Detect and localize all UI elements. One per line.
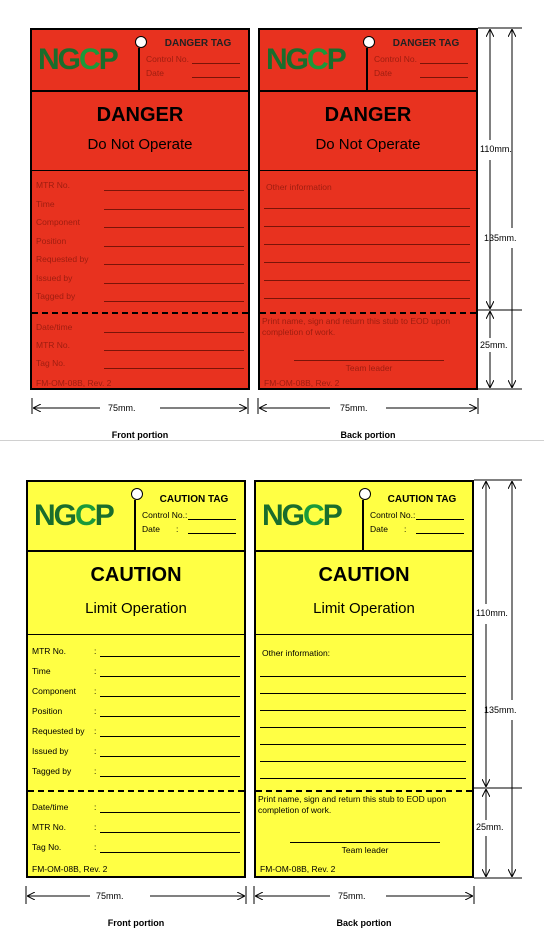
logo-letter: G: [285, 43, 308, 76]
warning-band: [260, 90, 476, 171]
warning-subheading: Limit Operation: [313, 600, 415, 617]
field-write-line[interactable]: [104, 350, 244, 351]
field-label: Component: [36, 217, 80, 227]
control-no-field: [370, 510, 415, 520]
warning-subheading: Limit Operation: [85, 600, 187, 617]
control-no-field: [374, 54, 417, 64]
tag-title: DANGER TAG: [164, 38, 232, 49]
date-colon: :: [404, 524, 407, 534]
control-no-field: [142, 510, 187, 520]
warning-band: [28, 550, 244, 635]
blank-write-line[interactable]: [260, 710, 466, 711]
logo-letter: P: [326, 43, 345, 76]
logo-text: [34, 496, 113, 536]
blank-write-line[interactable]: [264, 244, 470, 245]
field-colon: :: [94, 746, 97, 756]
date-field: [374, 68, 392, 78]
dim-label-75: 75mm.: [108, 403, 136, 413]
logo-letter: N: [38, 43, 58, 76]
date-line: [416, 533, 464, 534]
field-colon: :: [94, 726, 97, 736]
tag-title: CAUTION TAG: [387, 494, 457, 505]
header-divider: [362, 500, 364, 550]
field-label: Time: [36, 198, 55, 209]
field-colon: :: [94, 666, 97, 676]
ngcp-logo: [262, 496, 362, 536]
control-no-line: [188, 519, 236, 520]
field-label: Position: [32, 706, 63, 716]
field-colon: :: [94, 706, 97, 716]
caution-tag-front: [26, 480, 246, 878]
date-label: Date: [370, 524, 388, 534]
dim-label-75: 75mm.: [340, 403, 368, 413]
form-code: FM-OM-08B, Rev. 2: [260, 864, 336, 874]
danger-tag-back: [258, 28, 478, 390]
field-label: MTR No.: [36, 340, 70, 350]
warning-subheading: Do Not Operate: [315, 136, 421, 153]
warning-band: [32, 90, 248, 171]
logo-letter: C: [303, 499, 323, 532]
field-colon: :: [94, 686, 97, 696]
field-label: Position: [36, 235, 67, 246]
tear-line: [256, 790, 472, 792]
field-label: Tag No.: [36, 358, 66, 368]
logo-letter: P: [322, 499, 341, 532]
caption-back-portion: Back portion: [336, 918, 392, 928]
field-colon: :: [94, 802, 97, 812]
blank-write-line[interactable]: [264, 226, 470, 227]
field-write-line[interactable]: [104, 264, 244, 265]
field-label: Component: [32, 686, 76, 696]
signature-line: [294, 360, 444, 361]
dim-label-110: 110mm.: [480, 144, 512, 154]
logo-letter: N: [34, 499, 54, 532]
field-label: Date/time: [36, 322, 73, 332]
tear-line: [260, 312, 476, 314]
blank-write-line[interactable]: [260, 761, 466, 762]
signature-line: [290, 842, 440, 843]
logo-text: [266, 40, 345, 80]
field-write-line[interactable]: [100, 656, 240, 657]
field-label: Time: [32, 666, 51, 676]
field-label: Tagged by: [32, 766, 72, 776]
date-label: Date: [146, 68, 164, 78]
dim-label-135: 135mm.: [484, 233, 517, 243]
logo-letter: C: [75, 499, 95, 532]
dim-label-135: 135mm.: [484, 705, 517, 715]
control-no-label: Control No.: [146, 54, 189, 64]
field-write-line[interactable]: [104, 332, 244, 333]
date-line: [192, 77, 240, 78]
tag-hole-icon: [135, 36, 147, 48]
form-code: FM-OM-08B, Rev. 2: [264, 378, 340, 388]
field-label: Requested by: [32, 726, 85, 736]
form-code: FM-OM-08B, Rev. 2: [32, 864, 108, 874]
logo-letter: N: [262, 499, 282, 532]
control-no-line: [420, 63, 468, 64]
warning-heading: CAUTION: [90, 564, 182, 586]
field-label: Tag No.: [32, 842, 62, 852]
field-write-line[interactable]: [100, 756, 240, 757]
logo-text: [38, 40, 117, 80]
blank-write-line[interactable]: [260, 727, 466, 728]
blank-write-line[interactable]: [264, 208, 470, 209]
warning-heading: DANGER: [324, 104, 412, 126]
control-no-label: Control No.:: [370, 510, 416, 520]
field-write-line[interactable]: [104, 227, 244, 228]
field-write-line[interactable]: [100, 832, 240, 833]
form-code: FM-OM-08B, Rev. 2: [36, 378, 112, 388]
signature-label: Team leader: [345, 363, 393, 373]
control-no-label: Control No.: [374, 54, 417, 64]
tear-line: [28, 790, 244, 792]
field-label: Issued by: [36, 272, 73, 283]
danger-tag-front: [30, 28, 250, 390]
tag-header: [256, 482, 472, 552]
ngcp-logo: [38, 40, 138, 80]
field-write-line[interactable]: [100, 852, 240, 853]
field-label: Date/time: [32, 802, 69, 812]
warning-subheading: Do Not Operate: [87, 136, 193, 153]
section-separator: [0, 440, 544, 441]
tag-hole-icon: [363, 36, 375, 48]
date-field: [142, 524, 179, 534]
tear-line: [32, 312, 248, 314]
warning-heading: DANGER: [96, 104, 184, 126]
blank-write-line[interactable]: [260, 778, 466, 779]
field-label: MTR No.: [36, 180, 70, 190]
field-label: MTR No.: [32, 822, 66, 832]
logo-letter: N: [266, 43, 286, 76]
field-write-line[interactable]: [100, 716, 240, 717]
other-info-label: Other information:: [262, 648, 331, 658]
control-no-label: Control No.:: [142, 510, 188, 520]
field-write-line[interactable]: [104, 368, 244, 369]
date-colon: :: [176, 524, 179, 534]
field-colon: :: [94, 842, 97, 852]
tag-header: [32, 30, 248, 92]
control-no-line: [192, 63, 240, 64]
warning-band: [256, 550, 472, 635]
blank-write-line[interactable]: [260, 744, 466, 745]
field-colon: :: [94, 766, 97, 776]
header-divider: [366, 48, 368, 90]
warning-heading: CAUTION: [318, 564, 410, 586]
dim-label-25: 25mm.: [476, 822, 504, 832]
tag-hole-icon: [131, 488, 143, 500]
tag-header: [28, 482, 244, 552]
tag-title: DANGER TAG: [392, 38, 460, 49]
dim-label-75: 75mm.: [338, 891, 366, 901]
stub-note: Print name, sign and return this stub to EOD upon completion of work.: [262, 316, 451, 337]
field-write-line[interactable]: [100, 736, 240, 737]
field-write-line[interactable]: [100, 696, 240, 697]
field-label: Tagged by: [36, 291, 76, 301]
field-write-line[interactable]: [104, 190, 244, 191]
field-colon: :: [94, 822, 97, 832]
blank-write-line[interactable]: [264, 298, 470, 299]
ngcp-logo: [34, 496, 134, 536]
field-write-line[interactable]: [100, 812, 240, 813]
caption-front-portion: Front portion: [107, 918, 165, 928]
stub-note: Print name, sign and return this stub to EOD upon completion of work.: [258, 794, 447, 815]
field-write-line[interactable]: [104, 246, 244, 247]
field-label: MTR No.: [32, 646, 66, 656]
control-no-field: [146, 54, 189, 64]
field-write-line[interactable]: [104, 301, 244, 302]
tag-title: CAUTION TAG: [159, 494, 229, 505]
logo-letter: C: [307, 43, 327, 76]
date-line: [420, 77, 468, 78]
blank-write-line[interactable]: [260, 676, 466, 677]
other-info-label: Other information: [266, 182, 332, 192]
field-label: Issued by: [32, 746, 69, 756]
tag-hole-icon: [359, 488, 371, 500]
blank-write-line[interactable]: [264, 262, 470, 263]
logo-letter: C: [79, 43, 99, 76]
signature-label: Team leader: [341, 845, 389, 855]
date-field: [370, 524, 407, 534]
field-label: Requested by: [36, 254, 89, 264]
logo-letter: P: [94, 499, 113, 532]
date-label: Date: [142, 524, 160, 534]
blank-write-line[interactable]: [260, 693, 466, 694]
caption-back-portion: Back portion: [340, 430, 396, 440]
logo-text: [262, 496, 341, 536]
dim-label-75: 75mm.: [96, 891, 124, 901]
date-line: [188, 533, 236, 534]
date-field: [146, 68, 164, 78]
field-colon: :: [94, 646, 97, 656]
field-write-line[interactable]: [100, 776, 240, 777]
logo-letter: G: [281, 499, 304, 532]
header-divider: [138, 48, 140, 90]
ngcp-logo: [266, 40, 366, 80]
blank-write-line[interactable]: [264, 280, 470, 281]
logo-letter: G: [53, 499, 76, 532]
dim-label-25: 25mm.: [480, 340, 508, 350]
header-divider: [134, 500, 136, 550]
tag-header: [260, 30, 476, 92]
dim-label-110: 110mm.: [476, 608, 508, 618]
field-write-line[interactable]: [104, 209, 244, 210]
field-write-line[interactable]: [104, 283, 244, 284]
date-label: Date: [374, 68, 392, 78]
control-no-line: [416, 519, 464, 520]
caption-front-portion: Front portion: [111, 430, 169, 440]
caution-tag-back: [254, 480, 474, 878]
logo-letter: P: [98, 43, 117, 76]
logo-letter: G: [57, 43, 80, 76]
field-write-line[interactable]: [100, 676, 240, 677]
